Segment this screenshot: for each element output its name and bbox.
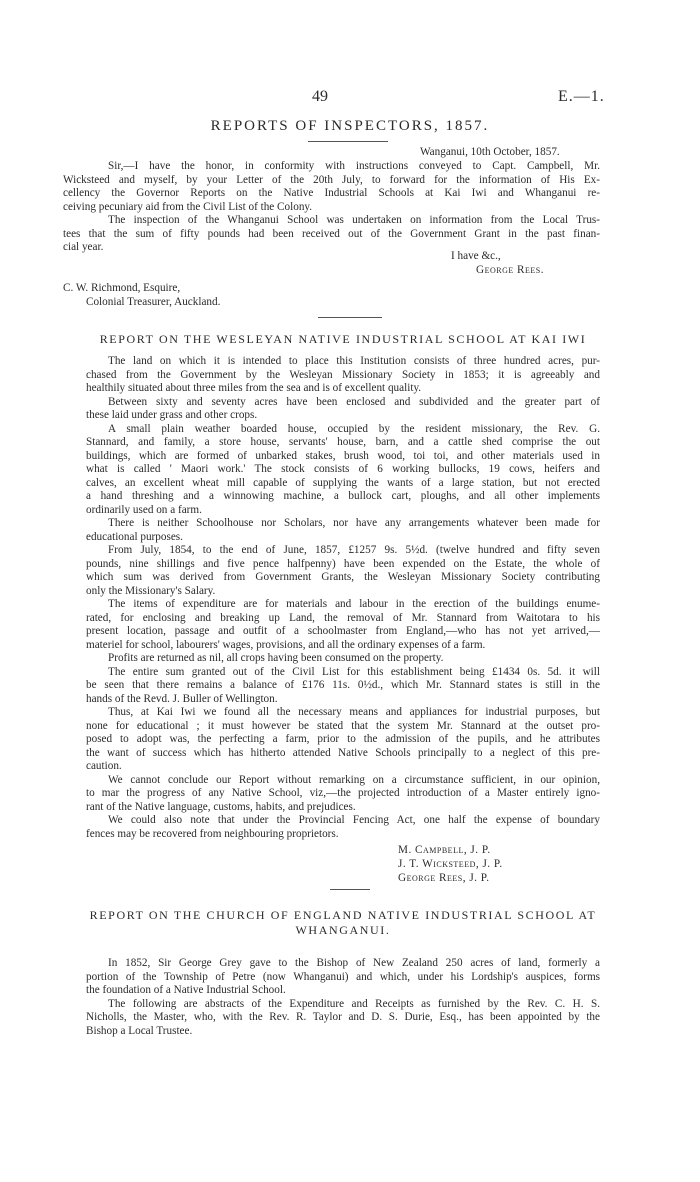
text-line: cial year. bbox=[63, 241, 104, 253]
text-line: Bishop a Local Trustee. bbox=[86, 1024, 193, 1037]
letter-signature: George Rees. bbox=[476, 264, 545, 276]
report2-heading bbox=[86, 908, 600, 938]
text-line: these laid under grass and other crops. bbox=[86, 409, 258, 421]
section-rule bbox=[318, 317, 382, 318]
text-line: hands of the Revd. J. Buller of Wellington. bbox=[86, 692, 278, 705]
addressee-title: Colonial Treasurer, Auckland. bbox=[86, 296, 221, 308]
page-title: REPORTS OF INSPECTORS, 1857. bbox=[210, 118, 490, 134]
text-line: calves, an excellent wheat mill capable of supplying the wants of a large station, but not erected bbox=[86, 476, 600, 489]
report2-heading-line1: REPORT ON THE CHURCH OF ENGLAND NATIVE INDUSTRIAL SCHOOL AT bbox=[89, 908, 597, 922]
report2-heading-line2: WHANGANUI. bbox=[295, 923, 391, 937]
report1-body bbox=[86, 355, 600, 841]
text-line: to mar the progress of any Native School, viz,—the projected introduction of a Master entirely igno- bbox=[86, 787, 600, 799]
text-line: The items of expenditure are for materials and labour in the erection of the buildings enume- bbox=[108, 598, 600, 610]
text-line: tees that the sum of fifty pounds had been received out of the Government Grant in the past finan- bbox=[63, 227, 600, 240]
text-line: caution. bbox=[86, 760, 122, 772]
text-line: none for educational ; it must however be stated that the system Mr. Stannard at the outset pro- bbox=[86, 719, 600, 732]
text-line: healthily situated about three miles from the sea and is of excellent quality. bbox=[86, 382, 422, 394]
text-line: cellency the Governor Reports on the Native Industrial Schools at Kai Iwi and Whanganui re- bbox=[63, 187, 600, 199]
text-line: There is neither Schoolhouse nor Scholars, nor have any arrangements whatever been made for bbox=[108, 517, 600, 529]
section-rule-2 bbox=[330, 889, 370, 890]
text-line: ordinarily used on a farm. bbox=[86, 503, 202, 516]
text-line: Between sixty and seventy acres have been enclosed and subdivided and the greater part of bbox=[108, 395, 600, 408]
text-line: posed to adopt was, the perfecting a farm, prior to the admission of the pupils, and he attributes bbox=[86, 733, 600, 745]
text-line: Sir,—I have the honor, in conformity with instructions conveyed to Capt. Campbell, Mr. bbox=[108, 160, 600, 172]
text-line: Profits are returned as nil, all crops having been consumed on the property. bbox=[108, 652, 444, 664]
text-line: which sum was derived from Government Grants, the Wesleyan Missionary Society contributing bbox=[86, 571, 600, 583]
text-line: From July, 1854, to the end of June, 1857, £1257 9s. 5½d. (twelve hundred and fifty seven bbox=[108, 544, 600, 556]
text-line: only the Missionary's Salary. bbox=[86, 584, 216, 597]
text-line: what is called ' Maori work.' The stock consists of 6 working bullocks, 19 cows, heifers and bbox=[86, 463, 600, 475]
signature-wicksteed: J. T. Wicksteed, J. P. bbox=[398, 858, 503, 870]
text-line: The entire sum granted out of the Civil List for this establishment being £1434 0s. 5d. it will bbox=[108, 665, 600, 678]
text-line: a hand threshing and a winnowing machine, a bullock cart, ploughs, and all other implements bbox=[86, 490, 600, 502]
text-line: chased from the Government by the Wesleyan Missionary Society in 1853; it is agreeably and bbox=[86, 368, 600, 381]
addressee-name: C. W. Richmond, Esquire, bbox=[63, 282, 181, 294]
text-line: present location, passage and outfit of a schoolmaster from England,—who has not yet arrived,— bbox=[86, 625, 600, 637]
text-line: the want of success which has hitherto attended Native Schools principally to a neglect of this pre- bbox=[86, 746, 600, 759]
signature-rees: George Rees, J. P. bbox=[398, 872, 490, 884]
text-line: Nicholls, the Master, who, with the Rev. R. Taylor and D. S. Durie, Esq., has been appointed by the bbox=[86, 1011, 600, 1023]
text-line: We could also note that under the Provincial Fencing Act, one half the expense of boundary bbox=[108, 814, 600, 826]
letter-closing: I have &c., bbox=[451, 250, 501, 262]
text-line: A small plain weather boarded house, occupied by the resident missionary, the Rev. G. bbox=[108, 422, 600, 435]
text-line: Wicksteed and myself, by your Letter of the 20th July, to forward for the information of His Ex- bbox=[63, 173, 600, 186]
text-line: be seen that there remains a balance of £176 11s. 0½d., which Mr. Stannard states is still in the bbox=[86, 679, 600, 691]
letter-dateline: Wanganui, 10th October, 1857. bbox=[420, 146, 560, 158]
document-reference: E.—1. bbox=[558, 88, 605, 105]
text-line: pounds, nine shillings and five pence halfpenny) have been expended on the Estate, the whole of bbox=[86, 557, 600, 570]
title-rule bbox=[308, 141, 388, 142]
text-line: The land on which it is intended to place this Institution consists of three hundred acres, pur- bbox=[108, 355, 600, 367]
report1-signatures bbox=[398, 843, 503, 885]
page-number: 49 bbox=[312, 88, 328, 105]
text-line: materiel for school, labourers' wages, provisions, and all the ordinary expenses of a farm. bbox=[86, 638, 486, 651]
text-line: rant of the Native language, customs, habits, and prejudices. bbox=[86, 800, 356, 813]
text-line: ceiving pecuniary aid from the Civil List of the Colony. bbox=[63, 200, 313, 213]
text-line: buildings, which are formed of unbarked stakes, brush wood, toi toi, and other materials used in bbox=[86, 449, 600, 462]
text-line: Stannard, and family, a store house, servants' house, barn, and a cattle shed comprise the out bbox=[86, 436, 600, 448]
text-line: the foundation of a Native Industrial School. bbox=[86, 984, 286, 996]
report1-heading: REPORT ON THE WESLEYAN NATIVE INDUSTRIAL SCHOOL AT KAI IWI bbox=[99, 332, 587, 346]
text-line: We cannot conclude our Report without remarking on a circumstance sufficient, in our opinion, bbox=[108, 773, 600, 786]
report2-body bbox=[86, 957, 600, 1038]
text-line: The inspection of the Whanganui School was undertaken on information from the Local Trus- bbox=[108, 214, 600, 226]
text-line: In 1852, Sir George Grey gave to the Bishop of New Zealand 250 acres of land, formerly a bbox=[108, 957, 600, 969]
text-line: fences may be recovered from neighbouring proprietors. bbox=[86, 827, 339, 840]
text-line: rated, for enclosing and breaking up Land, the removal of Mr. Stannard from Waitotara to his bbox=[86, 611, 600, 624]
signature-campbell: M. Campbell, J. P. bbox=[398, 844, 491, 856]
text-line: The following are abstracts of the Expenditure and Receipts as furnished by the Rev. C. H. S. bbox=[108, 997, 600, 1010]
text-line: educational purposes. bbox=[86, 530, 183, 543]
text-line: portion of the Township of Petre (now Whanganui) and which, under his Lordship's auspices, forms bbox=[86, 970, 600, 983]
text-line: Thus, at Kai Iwi we found all the necessary means and appliances for industrial purposes, but bbox=[108, 706, 600, 718]
letter-body bbox=[63, 160, 600, 255]
